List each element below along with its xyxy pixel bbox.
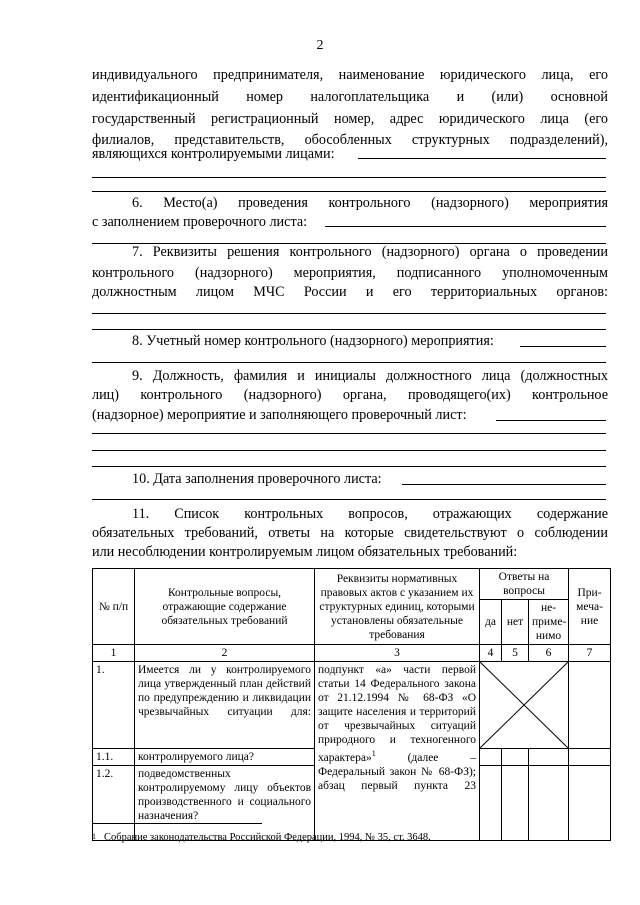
header-answers: Ответы на вопросы: [480, 569, 569, 600]
colnum-2: 2: [135, 645, 315, 662]
acts-text: подпункт «а» части первой статьи 14 Федерального закона от 21.12.1994 № 68-ФЗ «О защите населения и территорий от чрезвычайных ситуаций природного и техногенного характера»: [318, 664, 476, 764]
row1-note[interactable]: [569, 662, 611, 749]
header-questions: Контрольные вопросы, отражающие содержание обязательных требований: [135, 569, 315, 645]
blank-line-entity[interactable]: [358, 158, 606, 159]
cross-mark: [480, 662, 568, 748]
row11-question: контролируемого лица?: [135, 749, 315, 766]
item8-line-1: 8. Учетный номер контрольного (надзорного) мероприятия:: [132, 333, 494, 349]
acts-text-3: абзац первый пункта 23: [318, 779, 476, 792]
row12-yes[interactable]: [480, 766, 502, 841]
table-colnum-row: [93, 645, 611, 662]
blank-line-date[interactable]: [402, 484, 606, 485]
row1-num: 1.: [93, 662, 135, 749]
footnote: [92, 832, 431, 843]
checklist-table: [92, 568, 611, 841]
row11-no[interactable]: [502, 749, 529, 766]
blank-line-entity-3[interactable]: [92, 191, 606, 192]
row11-yes[interactable]: [480, 749, 502, 766]
colnum-5: 5: [502, 645, 529, 662]
item6-line-1: 6. Место(а) проведения контрольного (надзорного) мероприятия: [132, 195, 608, 211]
colnum-4: 4: [480, 645, 502, 662]
blank-line-official-2[interactable]: [92, 433, 606, 434]
row11-note[interactable]: [569, 749, 611, 766]
item11-line-1: 11. Список контрольных вопросов, отражающих содержание: [132, 506, 608, 522]
row12-note[interactable]: [569, 766, 611, 841]
intro-line-3: государственный регистрационный номер, адрес юридического лица (его: [92, 111, 608, 127]
intro-line-4: филиалов, представительств, обособленных структурных подразделений),: [92, 132, 608, 148]
table-header-row: [93, 569, 611, 600]
colnum-3: 3: [315, 645, 480, 662]
table-row: [93, 662, 611, 749]
item9-line-3: (надзорное) мероприятие и заполняющего проверочный лист:: [92, 407, 467, 423]
footnote-text: Собрание законодательства Российской Федерации, 1994, № 35, ст. 3648.: [104, 832, 431, 843]
colnum-7: 7: [569, 645, 611, 662]
row1-question: Имеется ли у контролируемого лица утвержденный план действий по предупреждению и ликвидации чрезвычайных ситуации для:: [135, 662, 315, 749]
intro-line-2: идентификационный номер налогоплательщика и (или) основной: [92, 89, 608, 105]
header-note: При-меча-ние: [569, 569, 611, 645]
blank-line-date-2[interactable]: [92, 499, 606, 500]
blank-line-official[interactable]: [496, 420, 606, 421]
item7-line-2: контрольного (надзорного) мероприятия, подписанного уполномоченным: [92, 265, 608, 281]
item9-line-1: 9. Должность, фамилия и инициалы должностного лица (должностных: [132, 368, 608, 384]
item11-line-3: или несоблюдении контролируемым лицом обязательных требований:: [92, 544, 518, 560]
colnum-6: 6: [529, 645, 569, 662]
blank-line-record-number-2[interactable]: [92, 362, 606, 363]
acts-text-2: (далее – Федеральный закон № 68-ФЗ);: [318, 751, 476, 778]
row11-na[interactable]: [529, 749, 569, 766]
header-no: нет: [502, 600, 529, 645]
header-num: № п/п: [93, 569, 135, 645]
item11-line-2: обязательных требований, ответы на которые свидетельствуют о соблюдении: [92, 525, 608, 541]
acts-footnote-mark: 1: [371, 749, 376, 758]
header-na: не-приме-нимо: [529, 600, 569, 645]
item7-line-1: 7. Реквизиты решения контрольного (надзорного) органа о проведении: [132, 244, 608, 260]
item10-line-1: 10. Дата заполнения проверочного листа:: [132, 471, 382, 487]
intro-line-5-wrap: [92, 145, 612, 164]
colnum-1: 1: [93, 645, 135, 662]
blank-line-decision-2[interactable]: [92, 329, 606, 330]
blank-line-record-number[interactable]: [520, 346, 606, 347]
acts-cell: [315, 662, 480, 841]
blank-line-place[interactable]: [325, 226, 606, 227]
row12-num: 1.2.: [93, 766, 135, 841]
row12-question: подведомственных контролируемому лицу объектов производственного и социального назначения?: [135, 766, 315, 841]
row12-na[interactable]: [529, 766, 569, 841]
blank-line-official-3[interactable]: [92, 450, 606, 451]
header-yes: да: [480, 600, 502, 645]
item6-line-2: с заполнением проверочного листа:: [92, 214, 308, 230]
row11-num: 1.1.: [93, 749, 135, 766]
footnote-rule: [92, 823, 262, 824]
item7-line-3: должностным лицом МЧС России и его территориальных органов:: [92, 284, 608, 300]
item9-line-2: лиц) контрольного (надзорного) органа, проводящего(их) контрольное: [92, 387, 608, 403]
intro-line-5: являющихся контролируемыми лицами:: [92, 146, 335, 162]
page-number: 2: [316, 38, 324, 53]
answers-crossed-cell: [480, 662, 569, 749]
intro-line-1: индивидуального предпринимателя, наименование юридического лица, его: [92, 67, 608, 83]
row12-no[interactable]: [502, 766, 529, 841]
header-acts: Реквизиты нормативных правовых актов с указанием их структурных единиц, которыми установлены обязательные требования: [315, 569, 480, 645]
blank-line-decision[interactable]: [92, 313, 606, 314]
footnote-mark: 1: [92, 832, 96, 841]
blank-line-official-4[interactable]: [92, 466, 606, 467]
blank-line-entity-2[interactable]: [92, 177, 606, 178]
